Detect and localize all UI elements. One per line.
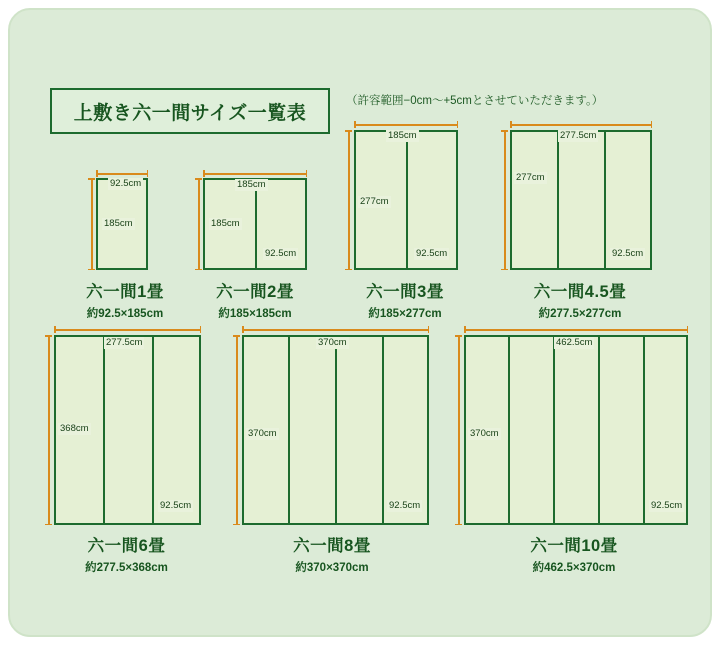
caption-title: 六一間1畳 [86, 283, 164, 301]
figure-jyo2 [195, 170, 315, 270]
caption-size: 約370×370cm [295, 562, 369, 574]
caption-size: 約462.5×370cm [532, 562, 616, 574]
figure-jyo3 [344, 120, 466, 270]
figure-jyo1 [88, 170, 158, 270]
dim-width: 185cm [237, 179, 266, 190]
mat-divider [598, 335, 600, 525]
caption-jyo45 [500, 278, 660, 321]
measure-tick [455, 335, 462, 337]
dim-height: 185cm [211, 218, 240, 229]
mat-divider [553, 335, 555, 525]
caption-jyo3 [330, 278, 480, 321]
dim-sub: 92.5cm [160, 500, 192, 511]
measure-tick [195, 269, 202, 271]
figure-jyo10 [454, 325, 694, 525]
measure-line-height [198, 178, 200, 270]
dim-height: 185cm [104, 218, 133, 229]
figure-jyo6 [44, 325, 209, 525]
mat-divider [152, 335, 154, 525]
dim-sub: 92.5cm [651, 500, 683, 511]
mat-divider [508, 335, 510, 525]
measure-tick [203, 170, 205, 177]
measure-tick [501, 269, 508, 271]
caption-title: 六一間10畳 [530, 537, 618, 555]
measure-tick [88, 178, 95, 180]
figure-jyo8 [232, 325, 432, 525]
measure-line-height [504, 130, 506, 270]
mat-divider [255, 178, 257, 270]
measure-line-width [54, 329, 201, 331]
measure-line-width [242, 329, 429, 331]
mat-divider [288, 335, 290, 525]
measure-tick [54, 326, 56, 333]
mat-divider [103, 335, 105, 525]
dim-sub: 92.5cm [389, 500, 421, 511]
mat-divider [335, 335, 337, 525]
measure-line-width [464, 329, 688, 331]
measure-line-width [510, 124, 652, 126]
caption-jyo2 [180, 278, 330, 321]
background-panel [8, 8, 712, 637]
measure-tick [195, 178, 202, 180]
caption-title: 六一間4.5畳 [533, 283, 627, 301]
dim-height: 277cm [360, 196, 389, 207]
dim-width: 462.5cm [556, 337, 593, 348]
measure-tick [233, 335, 240, 337]
measure-tick [455, 524, 462, 526]
measure-tick [651, 121, 653, 128]
measure-tick [45, 335, 52, 337]
measure-tick [428, 326, 430, 333]
caption-jyo1 [50, 278, 200, 321]
caption-title: 六一間2畳 [216, 283, 294, 301]
measure-tick [457, 121, 459, 128]
tolerance-note: （許容範囲−0cm〜+5cmとさせていただきます。） [346, 95, 604, 107]
measure-tick [687, 326, 689, 333]
dim-width: 185cm [388, 130, 417, 141]
figure-jyo45 [500, 120, 660, 270]
dim-sub: 92.5cm [612, 248, 644, 259]
mat-divider [406, 130, 408, 270]
measure-line-width [96, 173, 148, 175]
mat-divider [557, 130, 559, 270]
measure-line-height [348, 130, 350, 270]
measure-line-height [91, 178, 93, 270]
measure-tick [88, 269, 95, 271]
caption-title: 六一間8畳 [293, 537, 371, 555]
measure-tick [510, 121, 512, 128]
dim-width: 277.5cm [560, 130, 597, 141]
dim-width: 92.5cm [110, 178, 142, 189]
dim-width: 277.5cm [106, 337, 143, 348]
mat-divider [604, 130, 606, 270]
mat-divider [643, 335, 645, 525]
dim-sub: 92.5cm [265, 248, 297, 259]
caption-size: 約185×185cm [218, 308, 292, 320]
dim-width: 370cm [318, 337, 347, 348]
caption-size: 約277.5×277cm [538, 308, 622, 320]
caption-jyo8 [232, 532, 432, 575]
measure-line-height [236, 335, 238, 525]
measure-tick [242, 326, 244, 333]
measure-tick [501, 130, 508, 132]
measure-line-width [203, 173, 307, 175]
dim-sub: 92.5cm [416, 248, 448, 259]
caption-jyo10 [454, 532, 694, 575]
measure-tick [200, 326, 202, 333]
measure-tick [345, 130, 352, 132]
dim-height: 368cm [60, 423, 89, 434]
caption-size: 約92.5×185cm [86, 308, 164, 320]
caption-title: 六一間3畳 [366, 283, 444, 301]
caption-title: 六一間6畳 [87, 537, 166, 555]
measure-tick [354, 121, 356, 128]
measure-tick [464, 326, 466, 333]
measure-tick [306, 170, 308, 177]
caption-size: 約277.5×368cm [85, 562, 168, 574]
caption-jyo6 [44, 532, 209, 575]
measure-line-height [458, 335, 460, 525]
measure-line-height [48, 335, 50, 525]
mat-divider [382, 335, 384, 525]
title-box [50, 88, 330, 134]
measure-line-width [354, 124, 458, 126]
measure-tick [45, 524, 52, 526]
dim-height: 370cm [248, 428, 277, 439]
measure-tick [96, 170, 98, 177]
measure-tick [233, 524, 240, 526]
caption-size: 約185×277cm [368, 308, 442, 320]
page-title: 上敷き六一間サイズ一覧表 [73, 102, 307, 124]
measure-tick [147, 170, 149, 177]
dim-height: 370cm [470, 428, 499, 439]
dim-height: 277cm [516, 172, 545, 183]
measure-tick [345, 269, 352, 271]
